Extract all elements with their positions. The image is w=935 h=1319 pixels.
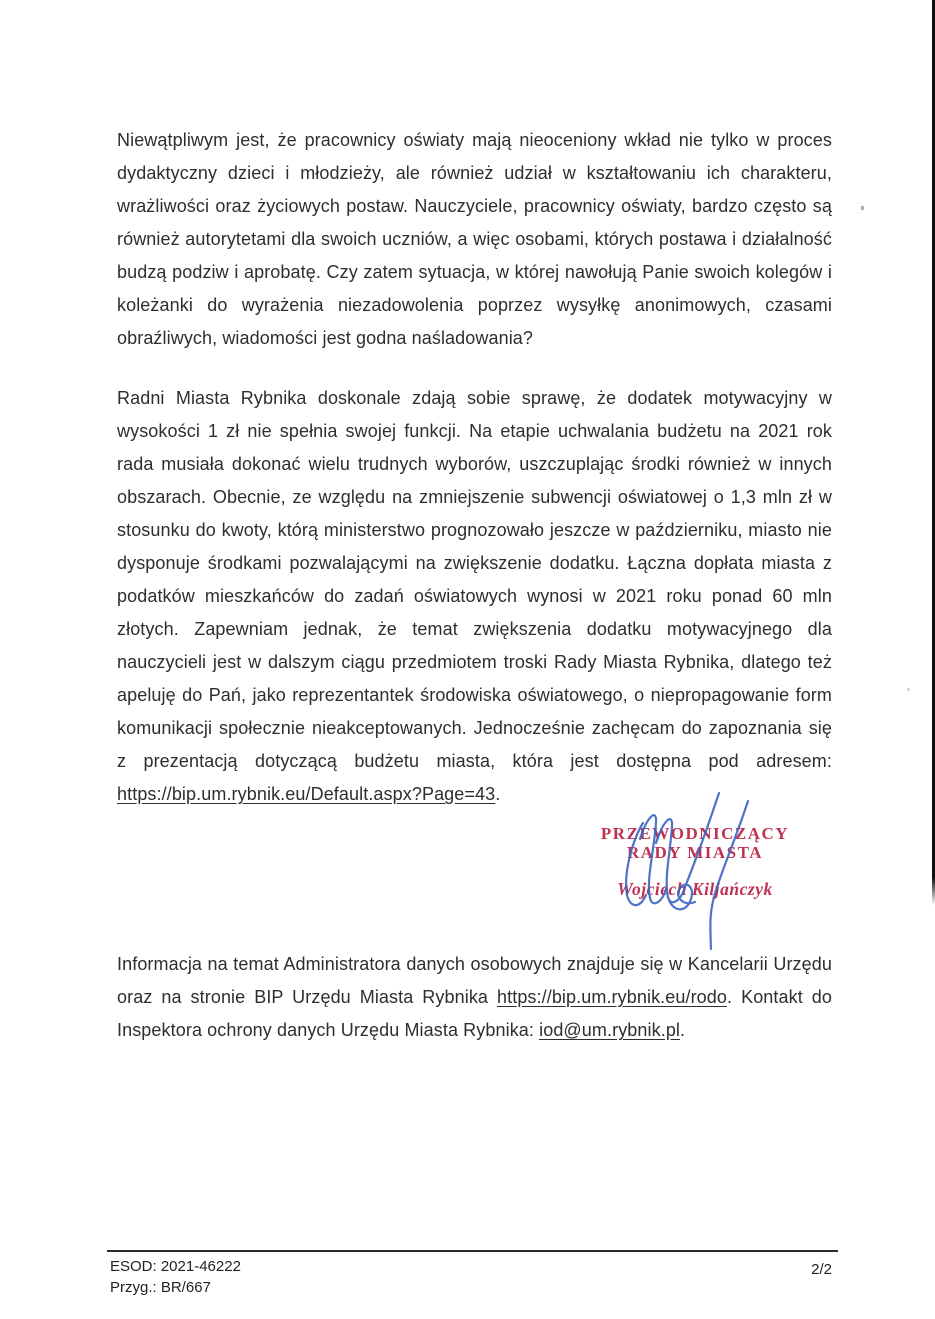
paragraph-intro: Niewątpliwym jest, że pracownicy oświaty mają nieoceniony wkład nie tylko w proces dydaktyczny dzieci i młodzieży, ale również udział w kształtowaniu ich charakteru, wrażliwości oraz życiowych postaw. Nauczyciele, pracownicy oświaty, bardzo często są również autorytetami dla swoich uczniów, a więc osobami, których postawa i działalność budzą podziw i aprobatę. Czy zatem sytuacja, w której nawołują Panie swoich kolegów i koleżanki do wyrażenia niezadowolenia poprzez wysyłkę anonimowych, czasami obraźliwych, wiadomości jest godna naśladowania?	[117, 130, 832, 348]
footer-reference	[110, 1256, 241, 1298]
scan-speck	[861, 206, 864, 210]
budget-presentation-link[interactable]: https://bip.um.rybnik.eu/Default.aspx?Page=43	[117, 784, 496, 804]
page-number: 2/2	[811, 1261, 832, 1278]
signature-name: Wojciech Kiljańczyk	[617, 879, 773, 899]
paragraph-rodo	[117, 948, 832, 1047]
rodo-link[interactable]: https://bip.um.rybnik.eu/rodo	[497, 987, 728, 1007]
rodo-text-suffix: .	[680, 1020, 686, 1040]
footer-esod-number: ESOD: 2021-46222	[110, 1258, 241, 1275]
rodo-text-part-1: Informacja na temat Administratora danych osobowych znajduje się w Kancelarii Urzędu oraz na stronie BIP Urzędu Miasta Rybnika	[117, 954, 832, 1007]
rodo-text-part-2: . Kontakt do Inspektora ochrony danych Urzędu Miasta Rybnika:	[117, 987, 833, 1040]
paragraph-budget	[117, 382, 832, 811]
footer-przyg-number: Przyg.: BR/667	[110, 1279, 211, 1296]
signature-title-line-1: PRZEWODNICZĄCY	[600, 824, 790, 843]
signature-title-line-2: RADY MIASTA	[627, 843, 763, 862]
paragraph-budget-suffix: .	[495, 784, 501, 804]
iod-email-link[interactable]: iod@um.rybnik.pl	[539, 1020, 681, 1040]
footer-divider	[107, 1250, 838, 1252]
signature-block	[595, 824, 795, 900]
scan-speck	[907, 688, 910, 691]
paragraph-budget-text: Radni Miasta Rybnika doskonale zdają sobie sprawę, że dodatek motywacyjny w wysokości 1 zł nie spełnia swojej funkcji. Na etapie uchwalania budżetu na 2021 rok rada musiała dokonać wielu trudnych wyborów, uszczuplając środki również w innych obszarach. Obecnie, ze względu na zmniejszenie subwencji oświatowej o 1,3 mln zł w stosunku do kwoty, którą ministerstwo prognozowało jeszcze w październiku, miasto nie dysponuje środkami pozwalającymi na zwiększenie dodatku. Łączna dopłata miasta z podatków mieszkańców do zadań oświatowych wynosi w 2021 roku ponad 60 mln złotych. Zapewniam jednak, że temat zwiększenia dodatku motywacyjnego dla nauczycieli jest w dalszym ciągu przedmiotem troski Rady Miasta Rybnika, dlatego też apeluję do Pań, jako reprezentantek środowiska oświatowego, o niepropagowanie form komunikacji społecznie nieakceptowanych. Jednocześnie zachęcam do zapoznania się z prezentacją dotyczącą budżetu miasta, która jest dostępna pod adresem:	[117, 388, 832, 771]
